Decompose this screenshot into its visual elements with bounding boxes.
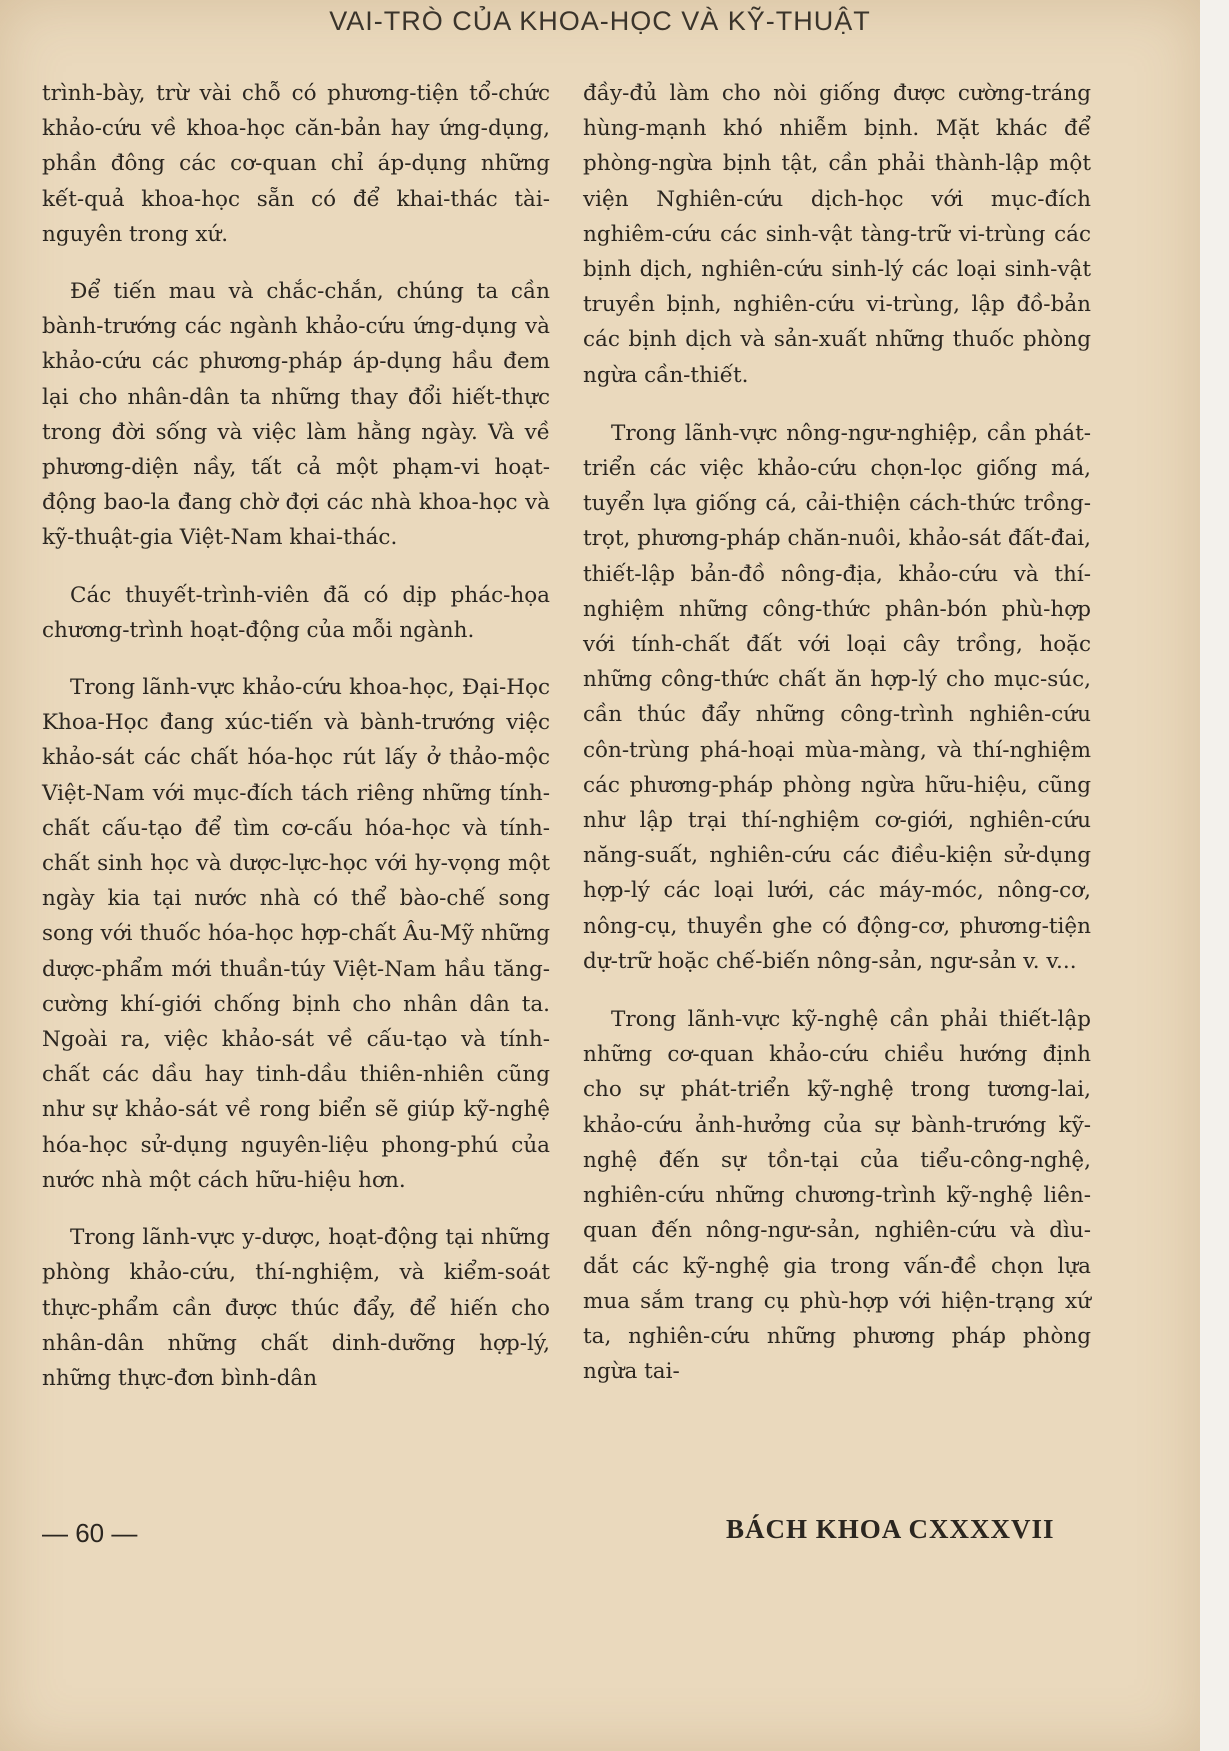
left-paragraph-2: Để tiến mau và chắc-chắn, chúng ta cần bành-trướng các ngành khảo-cứu ứng-dụng và khảo-cứu các phương-pháp áp-dụng hầu đem lại cho nhân-dân ta những thay đổi hiết-thực trong đời sống và việc làm hằng ngày. Và về phương-diện nầy, tất cả một phạm-vi hoạt-động bao-la đang chờ đợi các nhà khoa-học và kỹ-thuật-gia Việt-Nam khai-thác. [42,279,550,551]
scan-margin [1200,0,1229,1751]
magazine-issue-label: BÁCH KHOA CXXXXVII [726,1514,1055,1544]
left-column [42,76,550,1396]
left-paragraph-4: Trong lãnh-vực khảo-cứu khoa-học, Đại-Học Khoa-Học đang xúc-tiến và bành-trướng việc khảo-sát các chất hóa-học rút lấy ở thảo-mộc Việt-Nam với mục-đích tách riêng những tính-chất cấu-tạo để tìm cơ-cấu hóa-học và tính-chất sinh học và dược-lực-học với hy-vọng một ngày kia tại nước nhà có thể bào-chế song song với thuốc hóa-học hợp-chất Âu-Mỹ những dược-phẩm mới thuần-túy Việt-Nam hầu tăng-cường khí-giới chống bịnh cho nhân dân ta. Ngoài ra, việc khảo-sát về cấu-tạo và tính-chất các dầu hay tinh-dầu thiên-nhiên cũng như sự khảo-sát về rong biển sẽ giúp kỹ-nghệ hóa-học sử-dụng nguyên-liệu phong-phú của nước nhà một cách hữu-hiệu hơn. [42,675,550,1193]
left-paragraph-5: Trong lãnh-vực y-dược, hoạt-động tại những phòng khảo-cứu, thí-nghiệm, và kiểm-soát thực-phẩm cần được thúc đẩy, để hiến cho nhân-dân những chất dinh-dưỡng hợp-lý, những thực-đơn bình-dân [42,1225,550,1391]
right-paragraph-3: Trong lãnh-vực kỹ-nghệ cần phải thiết-lập những cơ-quan khảo-cứu chiều hướng định cho sự phát-triển kỹ-nghệ trong tương-lai, khảo-cứu ảnh-hưởng của sự bành-trướng kỹ-nghệ đến sự tồn-tại của tiểu-công-nghệ, nghiên-cứu những chương-trình kỹ-nghệ liên-quan đến nông-ngư-sản, nghiên-cứu và dìu-dắt các kỹ-nghệ gia trong vấn-đề chọn lựa mua sắm trang cụ phù-hợp với hiện-trạng xứ ta, nghiên-cứu những phương pháp phòng ngừa tai- [583,1007,1091,1385]
right-paragraph-1: đầy-đủ làm cho nòi giống được cường-tráng hùng-mạnh khó nhiễm bịnh. Mặt khác để phòng-ngừa bịnh tật, cần phải thành-lập một viện Nghiên-cứu dịch-học với mục-đích nghiêm-cứu các sinh-vật tàng-trữ vi-trùng các bịnh dịch, nghiên-cứu sinh-lý các loại sinh-vật truyền bịnh, nghiên-cứu vi-trùng, lập đồ-bản các bịnh dịch và sản-xuất những thuốc phòng ngừa cần-thiết. [583,81,1091,388]
right-column [583,76,1091,1389]
page-number: — 60 — [42,1518,138,1548]
right-paragraph-2: Trong lãnh-vực nông-ngư-nghiệp, cần phát-triển các việc khảo-cứu chọn-lọc giống má, tuyển lựa giống cá, cải-thiện cách-thức trồng-trọt, phương-pháp chăn-nuôi, khảo-sát đất-đai, thiết-lập bản-đồ nông-địa, khảo-cứu và thí-nghiệm những công-thức phân-bón phù-hợp với tính-chất đất với loại cây trồng, hoặc những công-thức chất ăn hợp-lý cho mục-súc, cần thúc đẩy những công-trình nghiên-cứu côn-trùng phá-hoại mùa-màng, và thí-nghiệm các phương-pháp phòng ngừa hữu-hiệu, cũng như lập trại thí-nghiệm cơ-giới, nghiên-cứu năng-suất, nghiên-cứu các điều-kiện sử-dụng hợp-lý các loại lưới, các máy-móc, nông-cơ, nông-cụ, thuyền ghe có động-cơ, phương-tiện dự-trữ hoặc chế-biến nông-sản, ngư-sản v. v... [583,420,1091,974]
left-paragraph-3: Các thuyết-trình-viên đã có dịp phác-họa chương-trình hoạt-động của mỗi ngành. [42,582,550,643]
left-paragraph-1: trình-bày, trừ vài chỗ có phương-tiện tổ-chức khảo-cứu về khoa-học căn-bản hay ứng-dụng, phần đông các cơ-quan chỉ áp-dụng những kết-quả khoa-học sẵn có để khai-thác tài-nguyên trong xứ. [42,81,550,247]
running-head-title: VAI-TRÒ CỦA KHOA-HỌC VÀ KỸ-THUẬT [329,6,871,36]
